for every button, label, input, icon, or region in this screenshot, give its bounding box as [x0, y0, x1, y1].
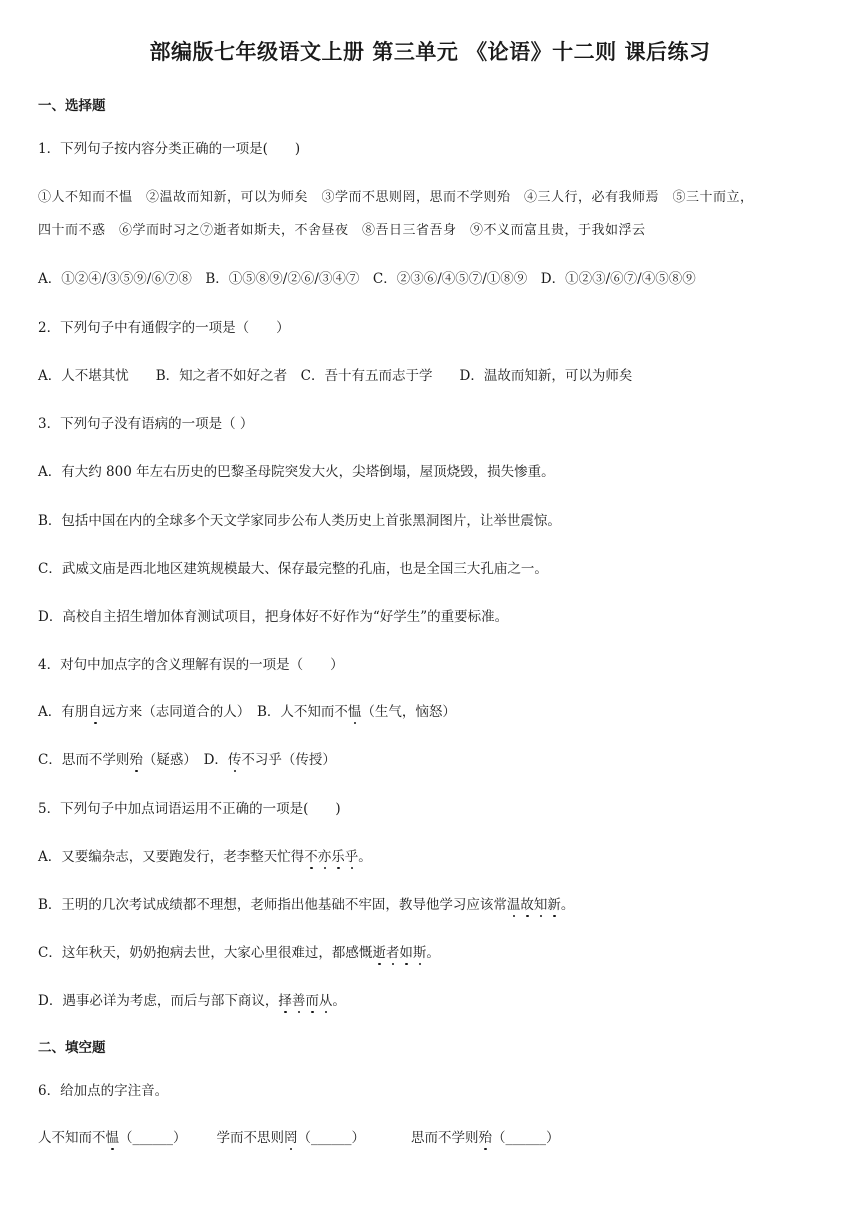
question-6-stem: 6．给加点的字注音。	[38, 1083, 169, 1099]
emphasis-dotted-char: 新	[547, 897, 561, 913]
emphasis-dotted-char: 逝	[372, 945, 386, 961]
question-3-option-d: D．高校自主招生增加体育测试项目，把身体好不好作为“好学生”的重要标准。	[38, 609, 509, 625]
emphasis-dotted-char: 不	[304, 849, 318, 865]
question-4-option-a-prefix: A．有朋	[38, 704, 89, 720]
emphasis-dotted-char: 知	[533, 897, 548, 913]
question-4-options-cd	[38, 748, 336, 768]
answer-blank-1[interactable]: （______）	[119, 1130, 187, 1146]
emphasis-dotted-char: 择	[278, 993, 292, 1009]
emphasis-dotted-char: 乎	[344, 849, 359, 865]
question-3-stem: 3．下列句子没有语病的一项是（ ）	[38, 416, 254, 432]
question-6-item-2-prefix: 学而不思则	[216, 1130, 284, 1146]
question-1-items-line-1: ①人不知而不愠 ②温故而知新，可以为师矣 ③学而不思则罔，思而不学则殆 ④三人行，必有我师焉 ⑤三十而立，	[38, 190, 754, 205]
question-5-stem: 5．下列句子中加点词语运用不正确的一项是( )	[38, 801, 341, 817]
question-5-option-c-prefix: C．这年秋天，奶奶抱病去世，大家心里很难过，都感慨	[38, 945, 373, 961]
emphasis-dotted-char: 而	[305, 993, 319, 1009]
emphasis-dotted-char: 故	[520, 897, 534, 913]
emphasis-dotted-phrase	[507, 897, 561, 913]
emphasis-dotted-char: 者	[385, 945, 400, 961]
question-4-option-a-suffix: 远方来（志同道合的人） B．人不知而不	[101, 704, 348, 720]
emphasis-dotted-char: 温	[506, 897, 521, 913]
answer-blank-2[interactable]: （______）	[297, 1130, 365, 1146]
question-4-options-ab	[38, 700, 456, 720]
question-5-option-c	[38, 941, 440, 961]
question-4-stem: 4．对句中加点字的含义理解有误的一项是（ ）	[38, 657, 344, 673]
emphasis-dotted-char: 从	[318, 993, 333, 1009]
question-2-options: A．人不堪其忧 B．知之者不如好之者 C．吾十有五而志于学 D．温故而知新，可以为师矣	[38, 368, 633, 384]
question-3-option-a: A．有大约 800 年左右历史的巴黎圣母院突发大火，尖塔倒塌，屋顶烧毁，损失惨重。	[38, 464, 555, 480]
question-5-option-b-prefix: B．王明的几次考试成绩都不理想，老师指出他基础不牢固，教导他学习应该常	[38, 897, 507, 913]
question-1-stem: 1．下列句子按内容分类正确的一项是( )	[38, 141, 301, 157]
question-5-option-d-prefix: D．遇事必详为考虑，而后与部下商议，	[38, 993, 279, 1009]
emphasis-dotted-phrase	[304, 849, 358, 865]
emphasis-dotted-char: 乐	[331, 849, 345, 865]
section-heading-choice: 一、选择题	[38, 98, 106, 114]
emphasis-dotted-char: 殆	[129, 752, 143, 768]
question-4-option-c-prefix: C．思而不学则	[38, 752, 130, 768]
emphasis-dotted-char: 斯	[412, 945, 427, 961]
section-heading-fill: 二、填空题	[38, 1040, 106, 1056]
emphasis-dotted-char: 罔	[284, 1130, 298, 1146]
question-5-option-c-suffix: 。	[426, 945, 440, 961]
emphasis-dotted-char: 自	[88, 704, 102, 720]
emphasis-dotted-char: 愠	[105, 1130, 119, 1146]
emphasis-dotted-char: 愠	[347, 704, 362, 720]
emphasis-dotted-char: 善	[291, 993, 306, 1009]
emphasis-dotted-char: 殆	[478, 1130, 492, 1146]
emphasis-dotted-char: 亦	[317, 849, 332, 865]
question-5-option-a-prefix: A．又要编杂志，又要跑发行，老李整天忙得	[38, 849, 305, 865]
question-4-option-d-suffix: 不习乎（传授）	[241, 752, 336, 768]
question-1-items-line-2: 四十而不惑 ⑥学而时习之⑦逝者如斯夫，不舍昼夜 ⑧吾日三省吾身 ⑨不义而富且贵，于我如浮云	[38, 223, 646, 238]
question-5-option-a-suffix: 。	[358, 849, 372, 865]
emphasis-dotted-char: 传	[227, 752, 242, 768]
question-1-options: A．①②④/③⑤⑨/⑥⑦⑧ B．①⑤⑧⑨/②⑥/③④⑦ C．②③⑥/④⑤⑦/①⑧⑨ D．①②③/⑥⑦/④⑤⑧⑨	[38, 271, 696, 287]
question-5-option-a	[38, 845, 372, 865]
question-5-option-d	[38, 989, 346, 1009]
question-5-option-b-suffix: 。	[560, 897, 575, 913]
emphasis-dotted-char: 如	[399, 945, 413, 961]
question-2-stem: 2．下列句子中有通假字的一项是（ ）	[38, 320, 290, 336]
question-6-items	[38, 1126, 560, 1146]
question-3-option-c: C．武威文庙是西北地区建筑规模最大、保存最完整的孔庙，也是全国三大孔庙之一。	[38, 561, 548, 577]
emphasis-dotted-phrase	[278, 993, 332, 1009]
question-6-item-3-prefix: 思而不学则	[411, 1130, 479, 1146]
question-4-option-b-suffix: （生气，恼怒）	[361, 704, 456, 720]
question-4-option-c-suffix: （疑惑） D．	[142, 752, 228, 768]
emphasis-dotted-phrase	[372, 945, 426, 961]
question-5-option-d-suffix: 。	[332, 993, 346, 1009]
question-5-option-b	[38, 893, 574, 913]
question-6-item-1-prefix: 人不知而不	[38, 1130, 106, 1146]
answer-blank-3[interactable]: （______）	[492, 1130, 560, 1146]
question-3-option-b: B．包括中国在内的全球多个天文学家同步公布人类历史上首张黑洞图片，让举世震惊。	[38, 513, 561, 529]
page-title: 部编版七年级语文上册 第三单元 《论语》十二则 课后练习	[149, 40, 711, 64]
